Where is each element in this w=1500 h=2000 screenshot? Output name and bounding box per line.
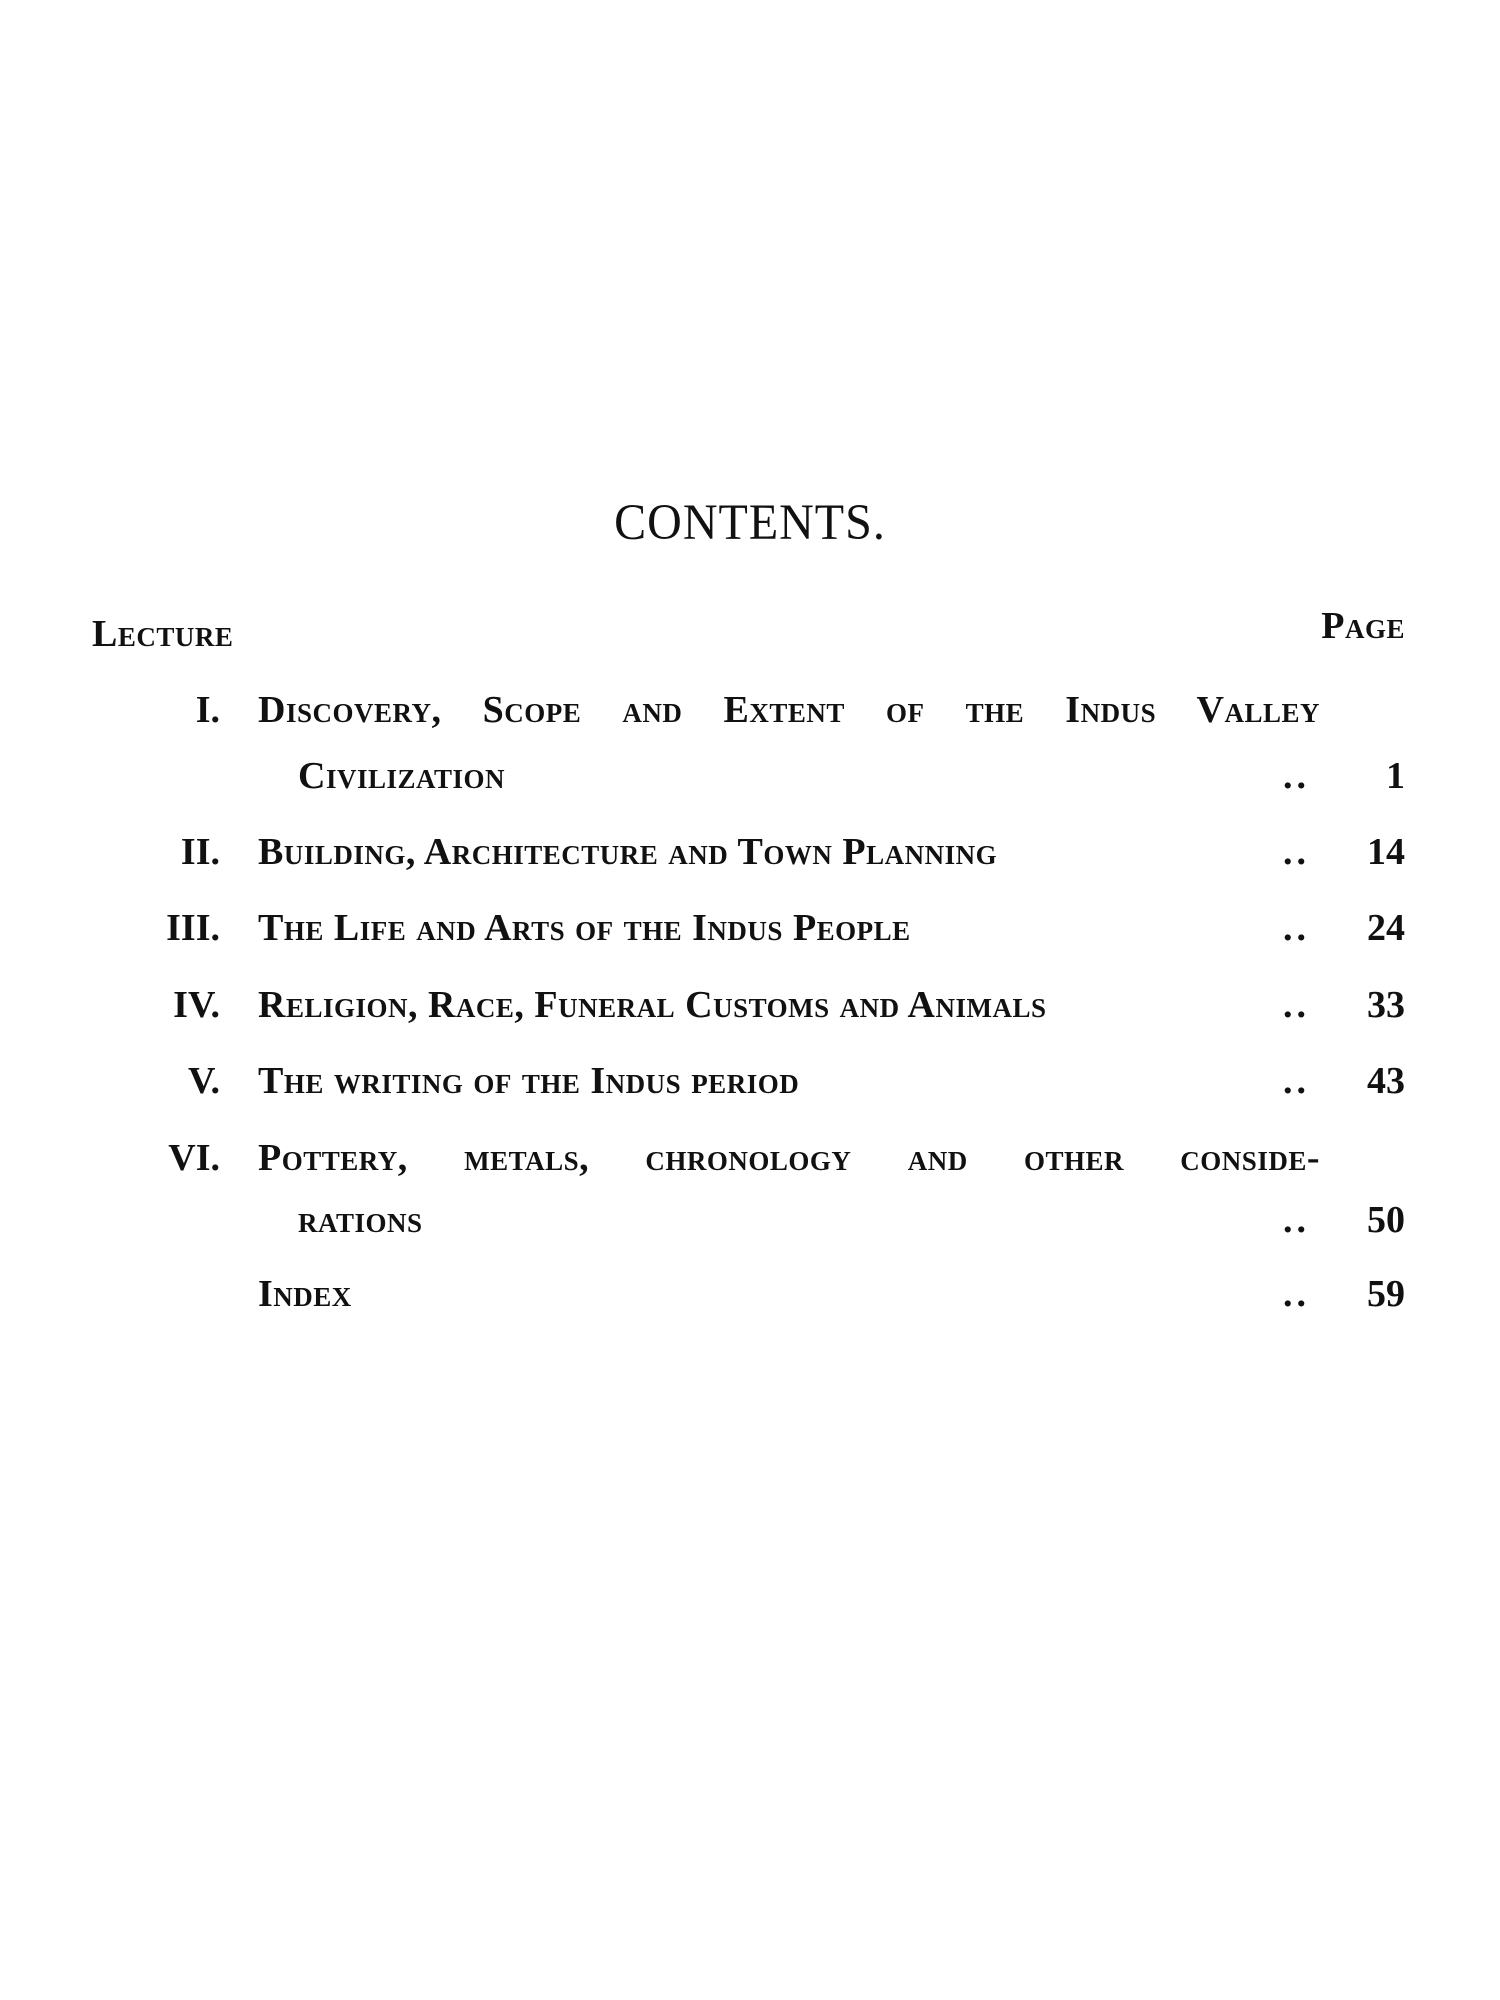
lecture-number: I.	[195, 689, 220, 731]
lecture-title: Religion, Race, Funeral Customs and Animals	[258, 984, 1047, 1026]
dot-leader: ..	[1283, 831, 1310, 873]
dot-leader: ..	[1283, 1060, 1310, 1102]
dot-leader: ..	[1283, 1199, 1310, 1241]
index-title: Index	[258, 1273, 352, 1315]
lecture-number: IV.	[173, 984, 220, 1026]
page-column-header: Page	[1321, 605, 1405, 647]
lecture-title: Pottery, metals, chronology and other conside-	[258, 1137, 1320, 1179]
lecture-title: Building, Architecture and Town Planning	[258, 831, 998, 873]
lecture-title: Discovery, Scope and Extent of the Indus Valley	[258, 689, 1320, 731]
lecture-number: II.	[180, 831, 220, 873]
page-number: 24	[1367, 907, 1405, 949]
lecture-number: III.	[166, 907, 220, 949]
lecture-number: V.	[187, 1060, 220, 1102]
dot-leader: ..	[1283, 755, 1310, 797]
page-number: 1	[1386, 755, 1405, 797]
page-number: 33	[1367, 984, 1405, 1026]
lecture-title: The Life and Arts of the Indus People	[258, 907, 911, 949]
page-number: 59	[1367, 1273, 1405, 1315]
dot-leader: ..	[1283, 907, 1310, 949]
page-number: 50	[1367, 1199, 1405, 1241]
lecture-number: VI.	[168, 1137, 220, 1179]
page-number: 43	[1367, 1060, 1405, 1102]
lecture-column-header: Lecture	[92, 613, 234, 655]
lecture-title: The writing of the Indus period	[258, 1060, 800, 1102]
page-title: CONTENTS.	[614, 494, 886, 551]
lecture-title-continuation: Civilization	[298, 755, 505, 797]
page-number: 14	[1367, 831, 1405, 873]
dot-leader: ..	[1283, 1273, 1310, 1315]
dot-leader: ..	[1283, 984, 1310, 1026]
lecture-title-continuation: rations	[298, 1199, 423, 1241]
